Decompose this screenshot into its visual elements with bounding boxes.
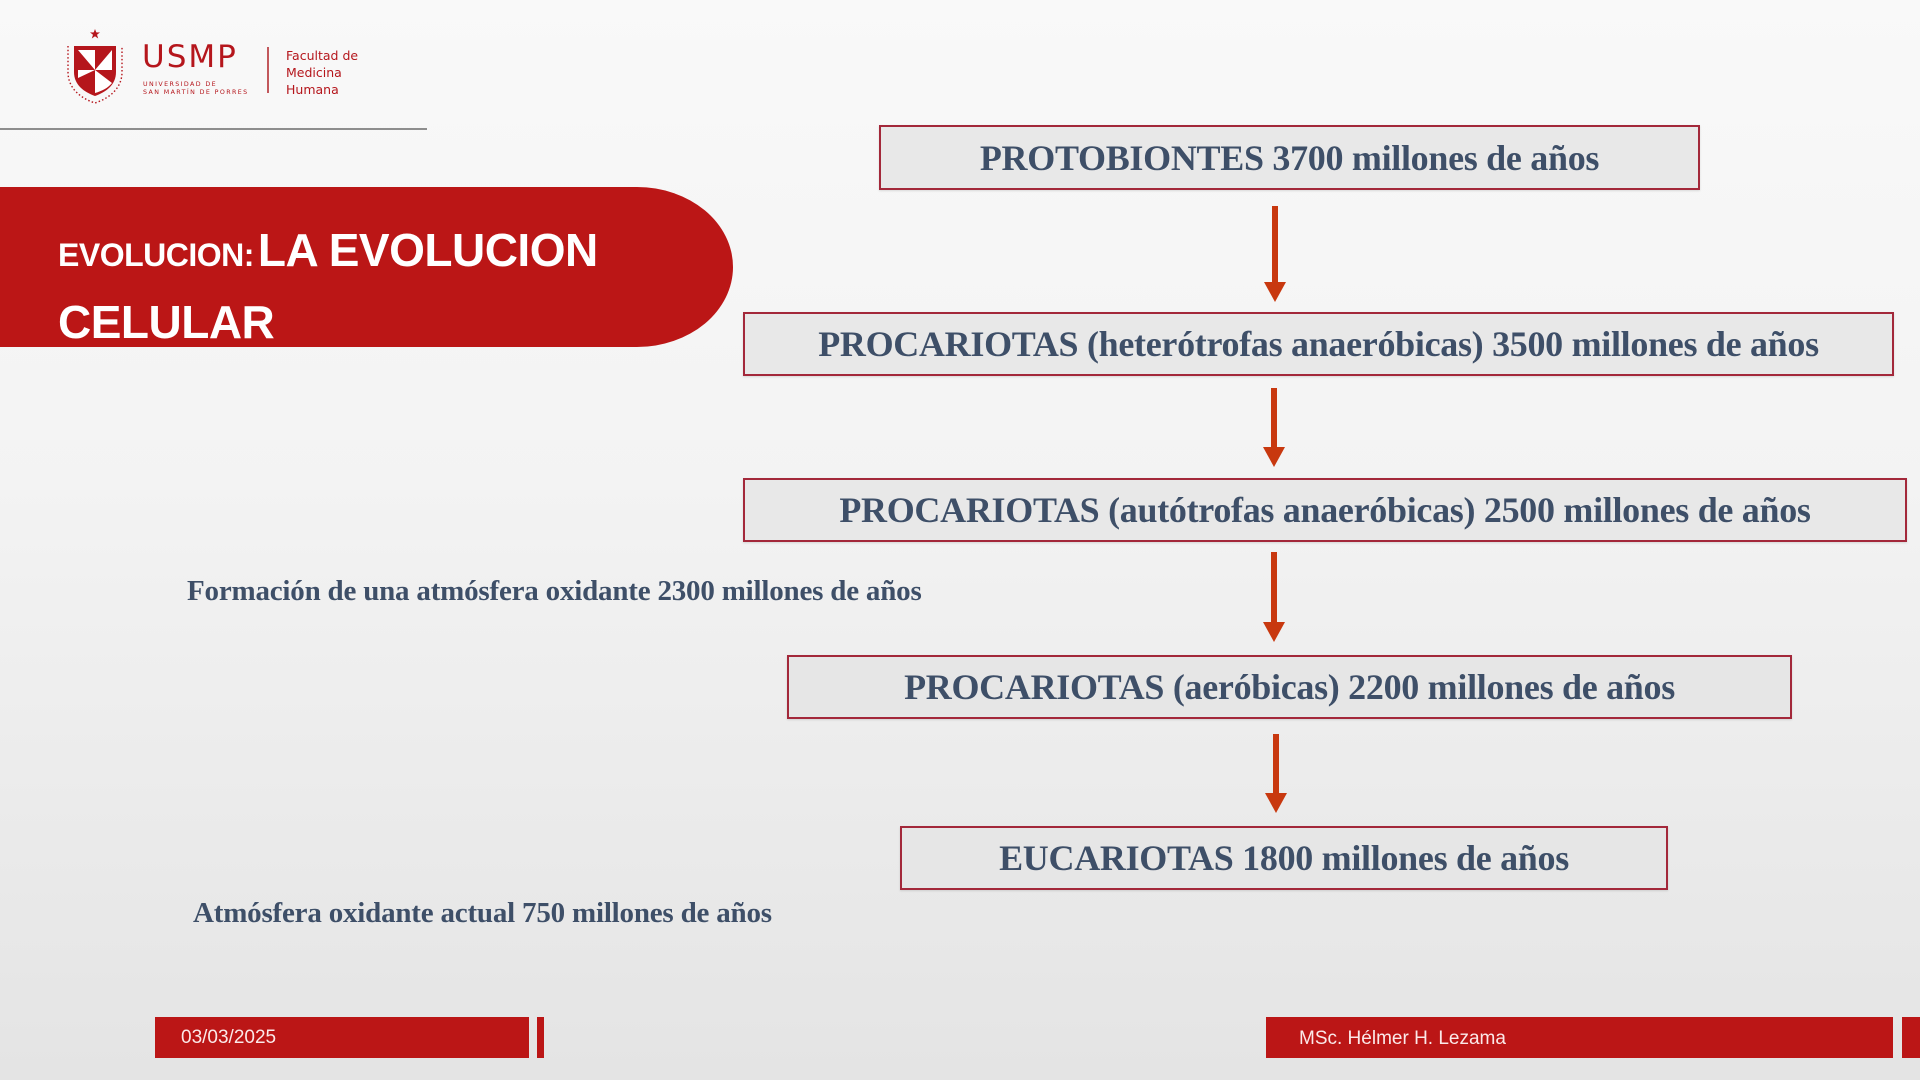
arrow-down-icon — [1265, 734, 1287, 813]
footer-date-accent — [537, 1017, 544, 1058]
title-banner — [0, 187, 733, 347]
slide-title — [58, 220, 598, 364]
stage-eucariotas: EUCARIOTAS 1800 millones de años — [900, 826, 1668, 890]
footer-author-bar — [1266, 1017, 1893, 1058]
footer-author-accent — [1902, 1017, 1920, 1058]
stage-procariotas-aerobicas: PROCARIOTAS (aeróbicas) 2200 millones de años — [787, 655, 1792, 719]
title-main-line2: CELULAR — [58, 296, 275, 348]
faculty-line1: Facultad de — [286, 48, 359, 63]
footer-date-bar — [155, 1017, 529, 1058]
usmp-logo — [60, 28, 380, 108]
header-divider — [0, 128, 427, 130]
usmp-wordmark: USMP — [142, 39, 238, 75]
footer-date: 03/03/2025 — [181, 1027, 277, 1048]
note-atmosfera-oxidante-2300: Formación de una atmósfera oxidante 2300 millones de años — [187, 575, 922, 607]
stage-procariotas-heterotrofas: PROCARIOTAS (heterótrofas anaeróbicas) 3500 millones de años — [743, 312, 1894, 376]
faculty-line3: Humana — [286, 82, 339, 97]
title-main-line1: LA EVOLUCION — [257, 224, 598, 276]
university-name-line2: SAN MARTÍN DE PORRES — [143, 89, 249, 96]
logo-separator — [267, 47, 269, 93]
arrow-down-icon — [1264, 206, 1286, 302]
title-prefix: EVOLUCION: — [58, 237, 254, 273]
stage-procariotas-autotrofas: PROCARIOTAS (autótrofas anaeróbicas) 2500 millones de años — [743, 478, 1907, 542]
university-name — [143, 81, 249, 97]
university-name-line1: UNIVERSIDAD DE — [143, 81, 218, 88]
arrow-down-icon — [1263, 552, 1285, 642]
note-atmosfera-actual-750: Atmósfera oxidante actual 750 millones de años — [193, 897, 772, 929]
faculty-line2: Medicina — [286, 65, 342, 80]
shield-crest-icon — [60, 28, 130, 108]
stage-protobiontes: PROTOBIONTES 3700 millones de años — [879, 125, 1700, 190]
arrow-down-icon — [1263, 388, 1285, 467]
footer-author: MSc. Hélmer H. Lezama — [1299, 1028, 1506, 1049]
faculty-name — [286, 47, 358, 98]
